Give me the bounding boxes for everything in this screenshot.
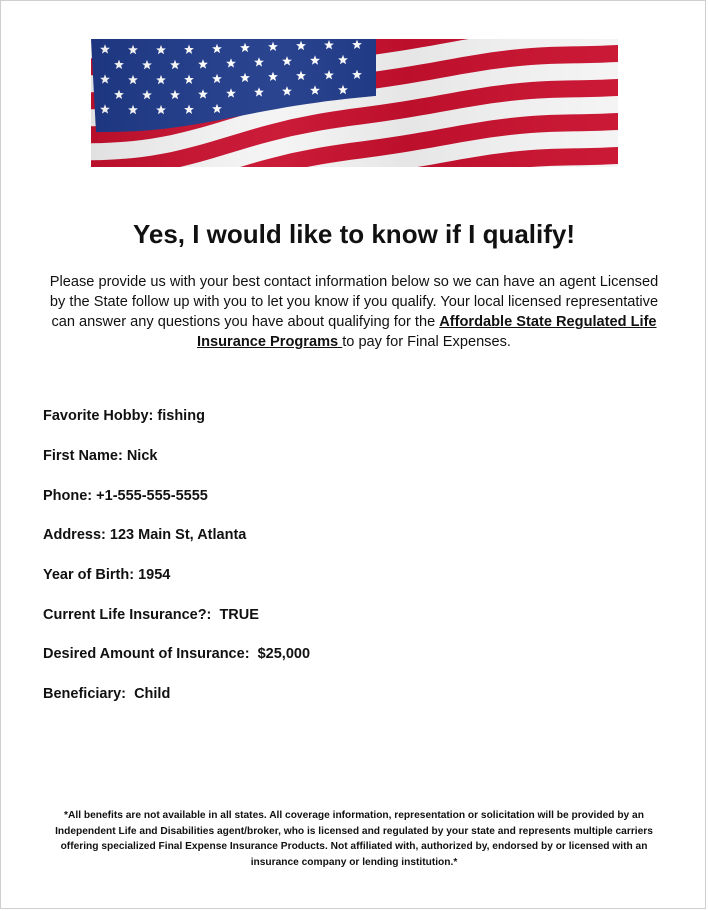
field-label: Beneficiary: bbox=[43, 686, 131, 702]
programs-link[interactable]: Affordable State Regulated Life Insurance Programs bbox=[197, 314, 657, 350]
field-current-life-insurance bbox=[43, 607, 259, 623]
intro-text: Please provide us with your best contact information below so we can have an agent Licensed by the State follow up with you to let you know if you qualify. Your local licensed representative can answer any questions you have about qualifying for the bbox=[49, 274, 659, 330]
field-label: Year of Birth: bbox=[43, 567, 135, 583]
field-label: Address: bbox=[43, 527, 106, 543]
field-label: Favorite Hobby: bbox=[43, 408, 154, 424]
field-label: Desired Amount of Insurance: bbox=[43, 646, 254, 662]
field-value: Nick bbox=[126, 448, 158, 464]
field-first-name bbox=[43, 448, 157, 464]
field-value: $25,000 bbox=[257, 646, 311, 662]
field-favorite-hobby bbox=[43, 408, 205, 424]
intro-paragraph bbox=[41, 272, 667, 352]
field-label: First Name: bbox=[43, 448, 123, 464]
field-phone bbox=[43, 488, 208, 504]
field-value: 123 Main St, Atlanta bbox=[109, 527, 247, 543]
field-address bbox=[43, 527, 246, 543]
american-flag-icon bbox=[91, 39, 618, 167]
intro-text-end: to pay for Final Expenses. bbox=[342, 334, 511, 350]
disclaimer-text: *All benefits are not available in all states. All coverage information, representation or solicitation will be provided by an Independent Life and Disabilities agent/broker, who is licensed and regulated by your state and represents multiple carriers offering specialized Final Expense Insurance Products. Not affiliated with, authorized by, endorsed by or licensed with an insurance company or lending institution.* bbox=[55, 810, 653, 868]
field-value: fishing bbox=[157, 408, 205, 424]
field-value: 1954 bbox=[138, 567, 171, 583]
field-label: Current Life Insurance?: bbox=[43, 607, 216, 623]
field-value: +1-555-555-5555 bbox=[96, 488, 208, 504]
field-year-of-birth bbox=[43, 567, 170, 583]
field-label: Phone: bbox=[43, 488, 93, 504]
page-title: Yes, I would like to know if I qualify! bbox=[132, 219, 576, 249]
field-beneficiary bbox=[43, 686, 170, 702]
field-value: Child bbox=[134, 686, 171, 702]
field-desired-amount bbox=[43, 646, 310, 662]
field-value: TRUE bbox=[219, 607, 259, 623]
